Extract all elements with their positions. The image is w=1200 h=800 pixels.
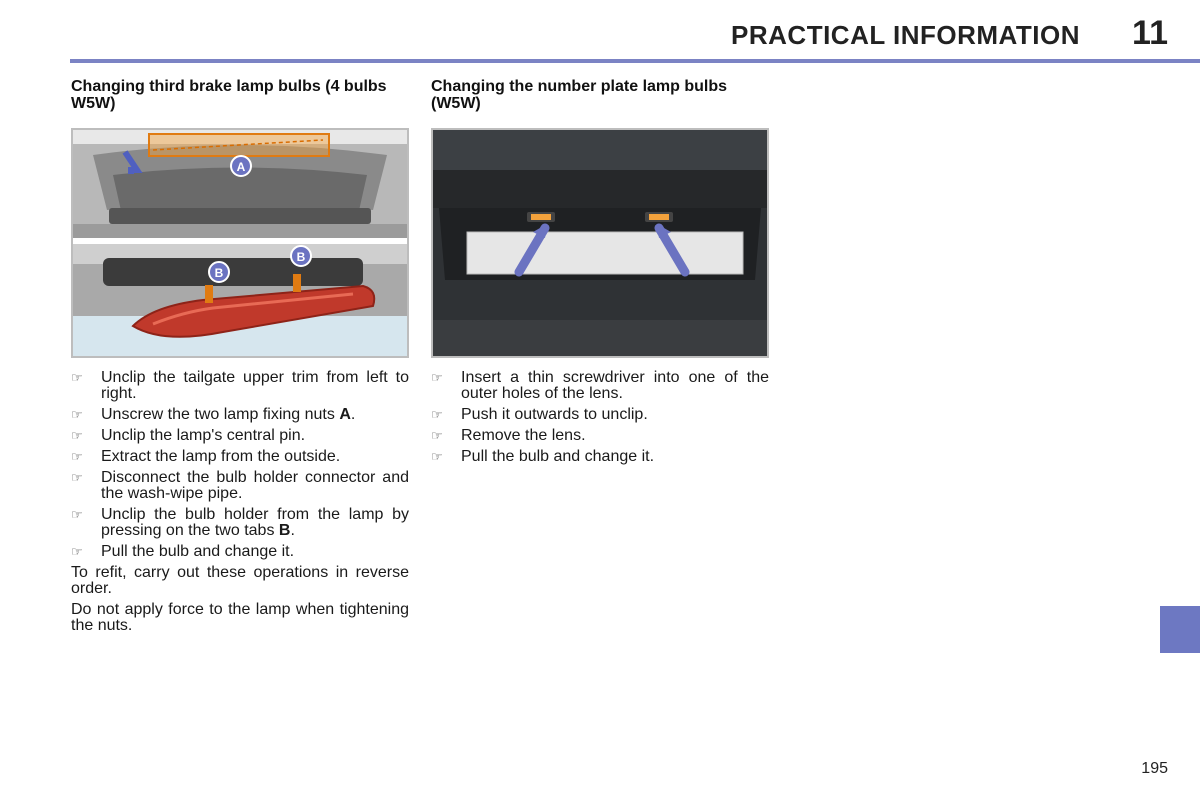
right-column bbox=[431, 78, 769, 470]
list-item: ☞ Unclip the bulb holder from the lamp by pressing on the two tabs B. bbox=[71, 506, 409, 539]
brake-lamp-figure bbox=[71, 128, 409, 358]
pointing-hand-icon: ☞ bbox=[431, 428, 443, 443]
list-item: ☞ Extract the lamp from the outside. bbox=[71, 448, 341, 465]
brake-lamp-steps bbox=[71, 370, 409, 560]
pointing-hand-icon: ☞ bbox=[71, 449, 83, 464]
section-title-brake-lamp: Changing third brake lamp bulbs (4 bulbs W5W) bbox=[71, 78, 387, 112]
list-item: ☞ Disconnect the bulb holder connector and the wash-wipe pipe. bbox=[71, 469, 409, 502]
refit-note: To refit, carry out these operations in reverse order. bbox=[71, 564, 409, 597]
left-column bbox=[71, 78, 409, 634]
number-plate-lamp-figure bbox=[431, 128, 769, 358]
number-plate-steps bbox=[431, 370, 769, 465]
marker-b-label-1: B bbox=[214, 266, 224, 280]
page-header-title: PRACTICAL INFORMATION bbox=[731, 20, 1080, 50]
pointing-hand-icon: ☞ bbox=[431, 449, 443, 464]
marker-a-label: A bbox=[236, 160, 246, 174]
pointing-hand-icon: ☞ bbox=[71, 370, 83, 385]
pointing-hand-icon: ☞ bbox=[431, 370, 443, 385]
pointing-hand-icon: ☞ bbox=[71, 544, 83, 559]
pointing-hand-icon: ☞ bbox=[71, 428, 83, 443]
number-plate-illustration bbox=[433, 130, 767, 356]
list-item: ☞ Insert a thin screwdriver into one of the outer holes of the lens. bbox=[431, 369, 769, 402]
marker-b-label-2: B bbox=[296, 250, 306, 264]
page-number: 195 bbox=[1141, 760, 1168, 777]
pointing-hand-icon: ☞ bbox=[71, 470, 83, 485]
pointing-hand-icon: ☞ bbox=[71, 407, 83, 422]
list-item: ☞ Unclip the tailgate upper trim from left to right. bbox=[71, 369, 409, 402]
pointing-hand-icon: ☞ bbox=[431, 407, 443, 422]
header-rule bbox=[70, 59, 1200, 63]
chapter-side-tab bbox=[1160, 606, 1200, 653]
list-item: ☞ Pull the bulb and change it. bbox=[71, 543, 295, 560]
list-item: ☞ Unclip the lamp's central pin. bbox=[71, 427, 306, 444]
pointing-hand-icon: ☞ bbox=[71, 507, 83, 522]
chapter-number: 11 bbox=[1132, 14, 1168, 52]
list-item: ☞ Unscrew the two lamp fixing nuts A. bbox=[71, 406, 356, 423]
section-title-number-plate-lamp: Changing the number plate lamp bulbs (W5W) bbox=[431, 78, 728, 112]
list-item: ☞ Push it outwards to unclip. bbox=[431, 406, 648, 423]
list-item: ☞ Pull the bulb and change it. bbox=[431, 448, 655, 465]
brake-lamp-illustration bbox=[73, 130, 407, 356]
force-warning-note: Do not apply force to the lamp when tightening the nuts. bbox=[71, 601, 409, 634]
list-item: ☞ Remove the lens. bbox=[431, 427, 586, 444]
